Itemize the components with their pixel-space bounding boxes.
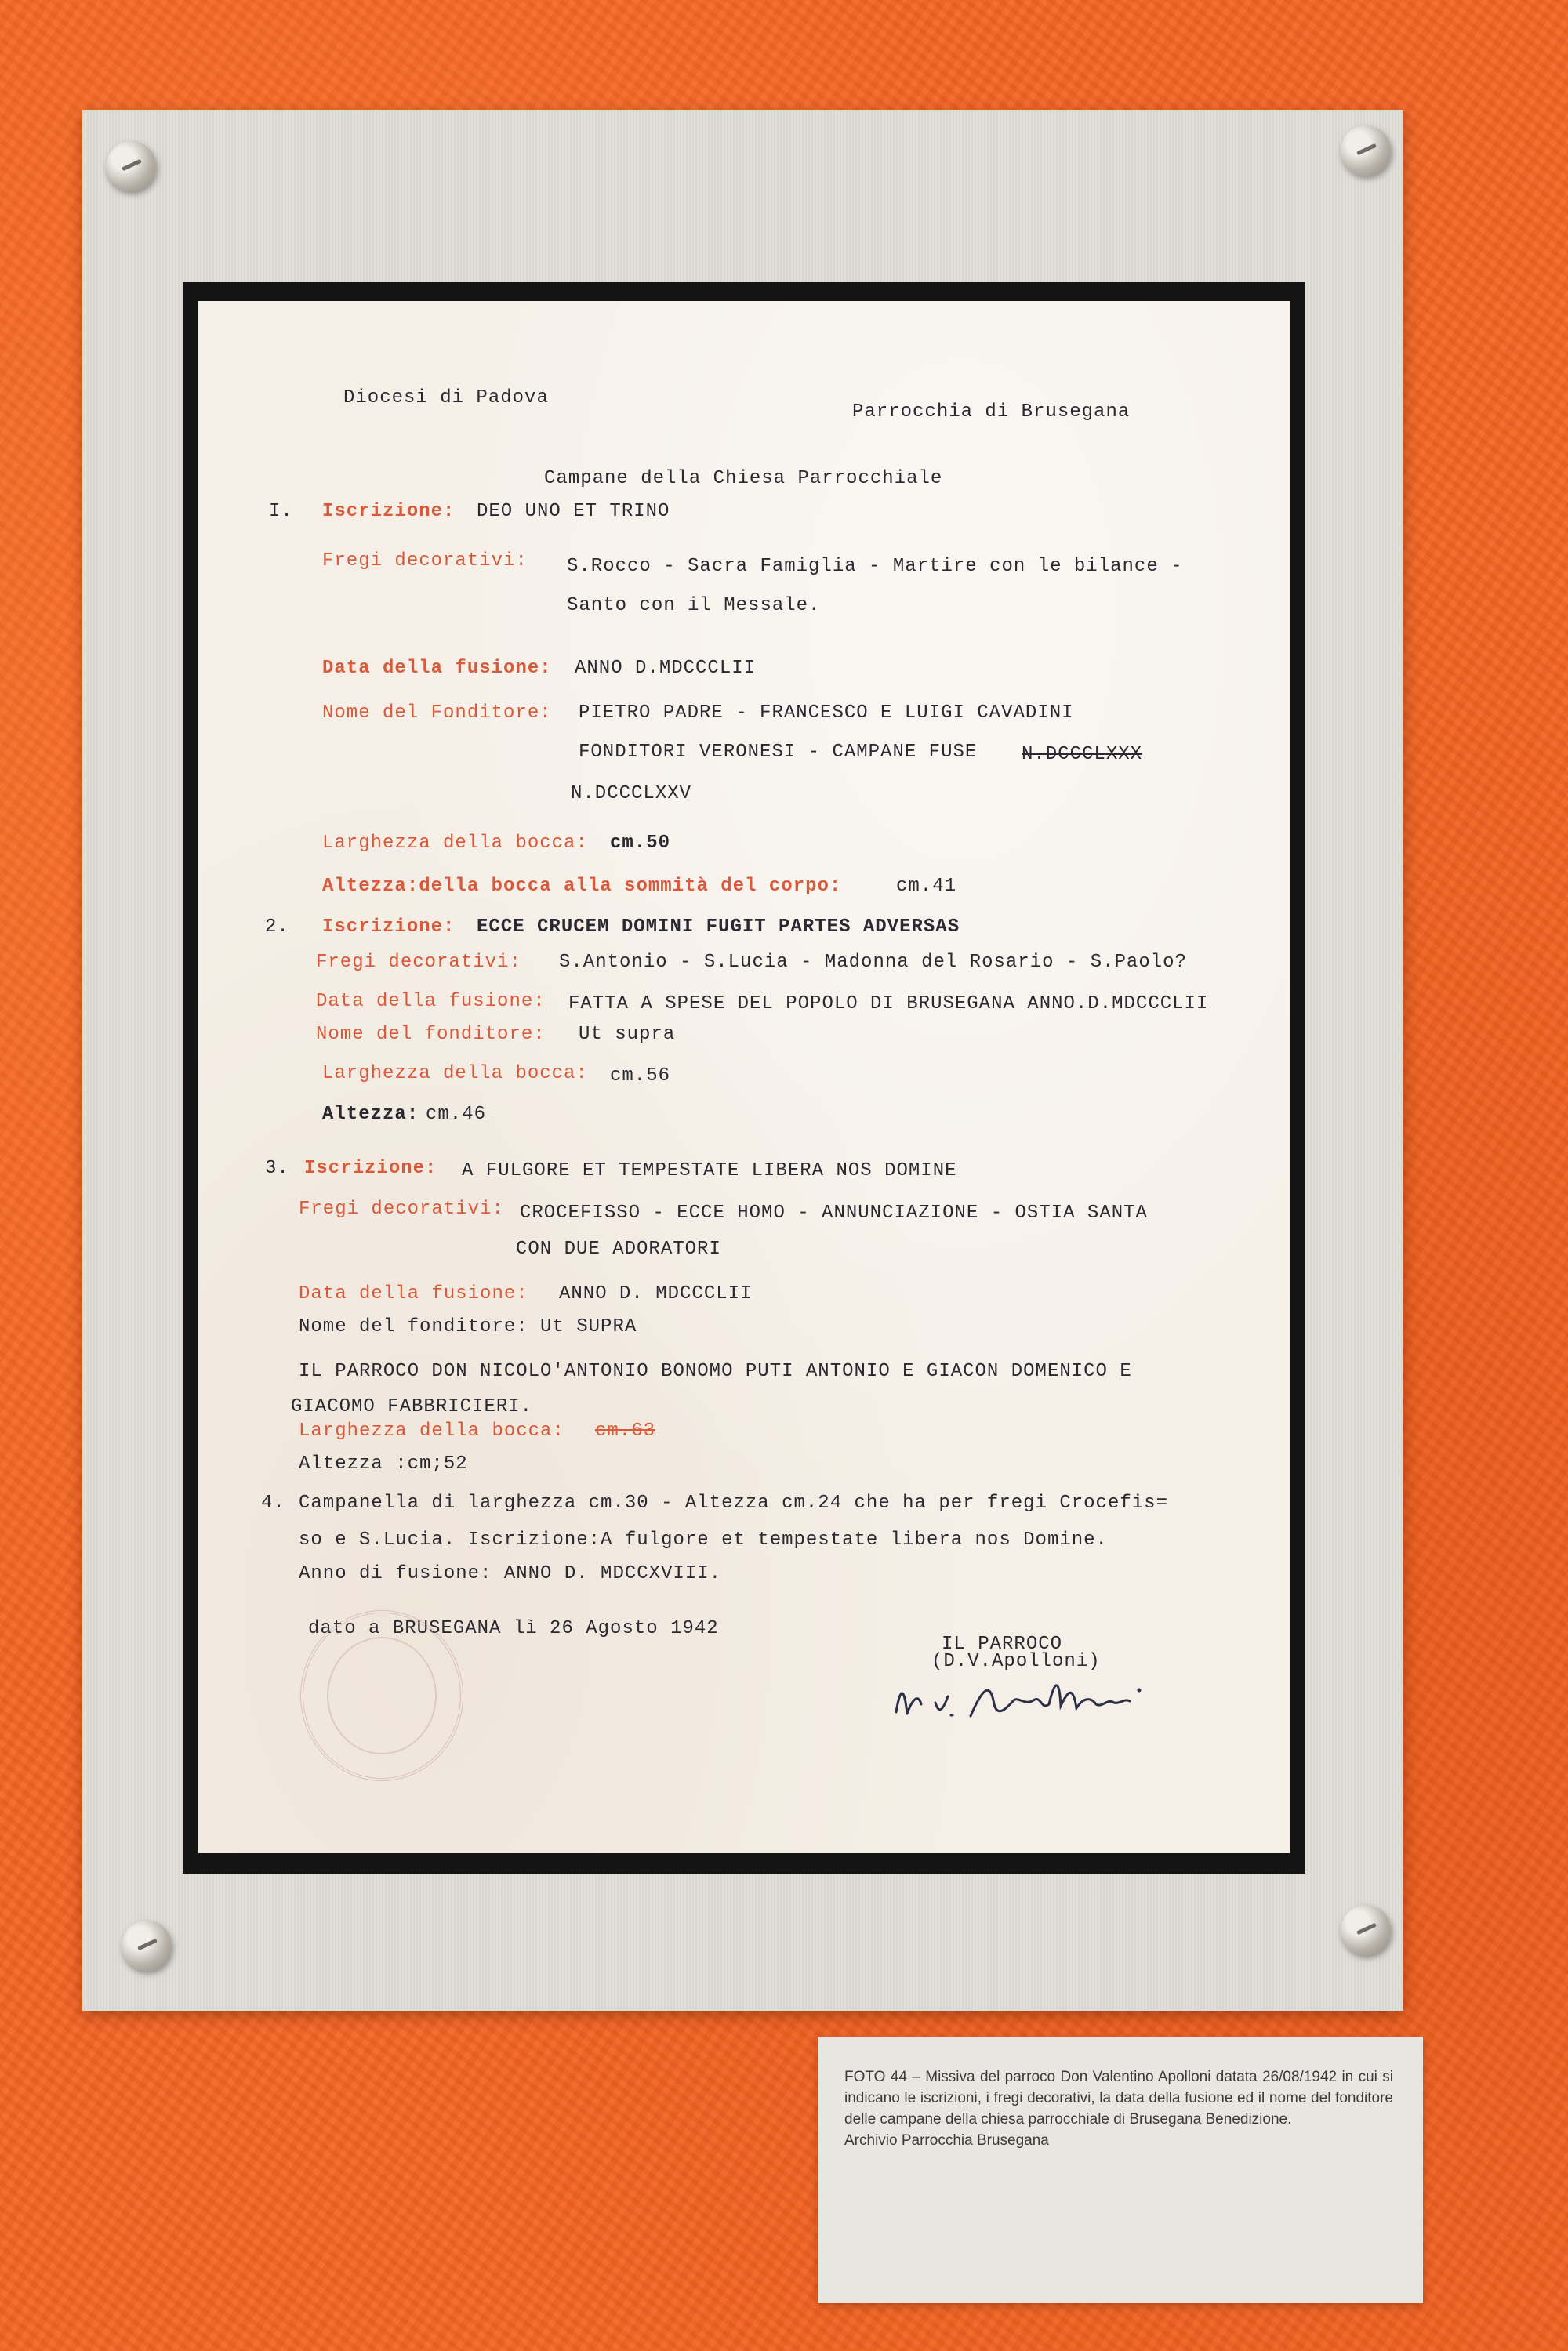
bell-4-line-3: Anno di fusione: ANNO D. MDCCXVIII. bbox=[299, 1563, 722, 1584]
bell-2-casting-date-value: FATTA A SPESE DEL POPOLO DI BRUSEGANA ANNO.D.MDCCCLII bbox=[568, 993, 1209, 1014]
bell-1-height-value: cm.41 bbox=[896, 876, 957, 897]
bell-2-decorations-value: S.Antonio - S.Lucia - Madonna del Rosario - S.Paolo? bbox=[559, 952, 1187, 973]
bell-3-width-value: cm.63 bbox=[595, 1420, 656, 1442]
bell-1-founder-label: Nome del Fonditore: bbox=[322, 702, 552, 724]
handwritten-signature bbox=[880, 1657, 1163, 1736]
pushpin-top-right bbox=[1341, 125, 1391, 176]
bell-1-decorations-value: S.Rocco - Sacra Famiglia - Martire con le bilance - bbox=[567, 556, 1183, 577]
bell-3-note-line-1: IL PARROCO DON NICOLO'ANTONIO BONOMO PUTI ANTONIO E GIACON DOMENICO E bbox=[299, 1361, 1132, 1382]
black-frame bbox=[183, 282, 1305, 1874]
header-diocese: Diocesi di Padova bbox=[343, 387, 549, 408]
pushpin-bottom-left bbox=[122, 1921, 172, 1971]
bell-2-founder-value: Ut supra bbox=[579, 1024, 676, 1045]
bell-4-number: 4. bbox=[261, 1493, 285, 1514]
bell-1-decorations-value-2: Santo con il Messale. bbox=[567, 595, 821, 616]
date-line: dato a BRUSEGANA lì 26 Agosto 1942 bbox=[308, 1618, 719, 1639]
bell-3-decorations-value-2: CON DUE ADORATORI bbox=[516, 1239, 721, 1260]
bell-2-inscription-label: Iscrizione: bbox=[322, 916, 456, 938]
bell-1-inscription-label: Iscrizione: bbox=[322, 501, 456, 522]
bell-1-height-label: Altezza:della bocca alla sommità del corpo: bbox=[322, 876, 842, 897]
bell-3-decorations-label: Fregi decorativi: bbox=[299, 1199, 504, 1220]
bell-4-line-1: Campanella di larghezza cm.30 - Altezza cm.24 che ha per fregi Crocefis= bbox=[299, 1493, 1168, 1514]
bell-1-width-label: Larghezza della bocca: bbox=[322, 833, 588, 854]
bell-3-note-line-2: GIACOMO FABBRICIERI. bbox=[291, 1396, 533, 1417]
pushpin-top-left bbox=[106, 141, 156, 191]
bell-3-decorations-value: CROCEFISSO - ECCE HOMO - ANNUNCIAZIONE - OSTIA SANTA bbox=[520, 1203, 1148, 1224]
caption-text-block bbox=[844, 2066, 1393, 2151]
bell-1-inscription-value: DEO UNO ET TRINO bbox=[477, 501, 670, 522]
bell-3-number: 3. bbox=[265, 1158, 289, 1179]
bell-2-width-value: cm.56 bbox=[610, 1065, 671, 1087]
letter-title: Campane della Chiesa Parrocchiale bbox=[544, 468, 943, 489]
bell-1-founder-value: PIETRO PADRE - FRANCESCO E LUIGI CAVADINI bbox=[579, 702, 1074, 724]
bell-1-number: I. bbox=[269, 501, 293, 522]
bell-3-height-line: Altezza :cm;52 bbox=[299, 1453, 468, 1475]
bell-2-width-label: Larghezza della bocca: bbox=[322, 1063, 588, 1084]
bell-1-casting-date-value: ANNO D.MDCCCLII bbox=[575, 658, 757, 679]
bell-1-founder-value-2: FONDITORI VERONESI - CAMPANE FUSE bbox=[579, 742, 978, 763]
bell-1-founder-value-3: N.DCCCLXXV bbox=[571, 783, 692, 804]
signatory-title: IL PARROCO bbox=[942, 1634, 1063, 1655]
bell-2-number: 2. bbox=[265, 916, 289, 938]
bell-4-line-2: so e S.Lucia. Iscrizione:A fulgore et tempestate libera nos Domine. bbox=[299, 1529, 1108, 1551]
bell-1-founder-struck-number: N.DCCCLXXX bbox=[1022, 744, 1143, 765]
bell-3-inscription-label: Iscrizione: bbox=[304, 1158, 437, 1179]
exhibit-caption-card bbox=[818, 2037, 1423, 2303]
bell-2-decorations-label: Fregi decorativi: bbox=[316, 952, 521, 973]
bell-3-casting-date-label: Data della fusione: bbox=[299, 1283, 528, 1304]
bell-3-casting-date-value: ANNO D. MDCCCLII bbox=[559, 1283, 753, 1304]
bell-1-decorations-label: Fregi decorativi: bbox=[322, 550, 528, 571]
signatory-name: (D.V.Apolloni) bbox=[931, 1651, 1101, 1672]
bell-3-founder-line: Nome del fonditore: Ut SUPRA bbox=[299, 1316, 637, 1337]
bell-1-casting-date-label: Data della fusione: bbox=[322, 658, 552, 679]
parish-seal-stamp bbox=[300, 1610, 463, 1781]
bell-1-width-value: cm.50 bbox=[610, 833, 671, 854]
caption-source: Archivio Parrocchia Brusegana bbox=[844, 2132, 1049, 2149]
typewritten-letter bbox=[198, 301, 1290, 1853]
caption-description: FOTO 44 – Missiva del parroco Don Valentino Apolloni datata 26/08/1942 in cui si indicano le iscrizioni, i fregi decorativi, la data della fusione ed il nome del fonditore delle campane della chiesa parrocchiale di Brusegana Benedizione. bbox=[844, 2069, 1393, 2128]
pushpin-bottom-right bbox=[1341, 1905, 1391, 1955]
bell-2-casting-date-label: Data della fusione: bbox=[316, 991, 546, 1012]
bell-2-founder-label: Nome del fonditore: bbox=[316, 1024, 546, 1045]
bell-3-width-label: Larghezza della bocca: bbox=[299, 1420, 564, 1442]
bell-2-height-value: cm.46 bbox=[426, 1104, 487, 1125]
mounting-board bbox=[82, 110, 1403, 2011]
header-parish: Parrocchia di Brusegana bbox=[852, 401, 1131, 423]
bell-2-height-label: Altezza: bbox=[322, 1104, 419, 1125]
bell-2-inscription-value: ECCE CRUCEM DOMINI FUGIT PARTES ADVERSAS bbox=[477, 916, 960, 938]
bell-3-inscription-value: A FULGORE ET TEMPESTATE LIBERA NOS DOMINE bbox=[462, 1160, 957, 1181]
